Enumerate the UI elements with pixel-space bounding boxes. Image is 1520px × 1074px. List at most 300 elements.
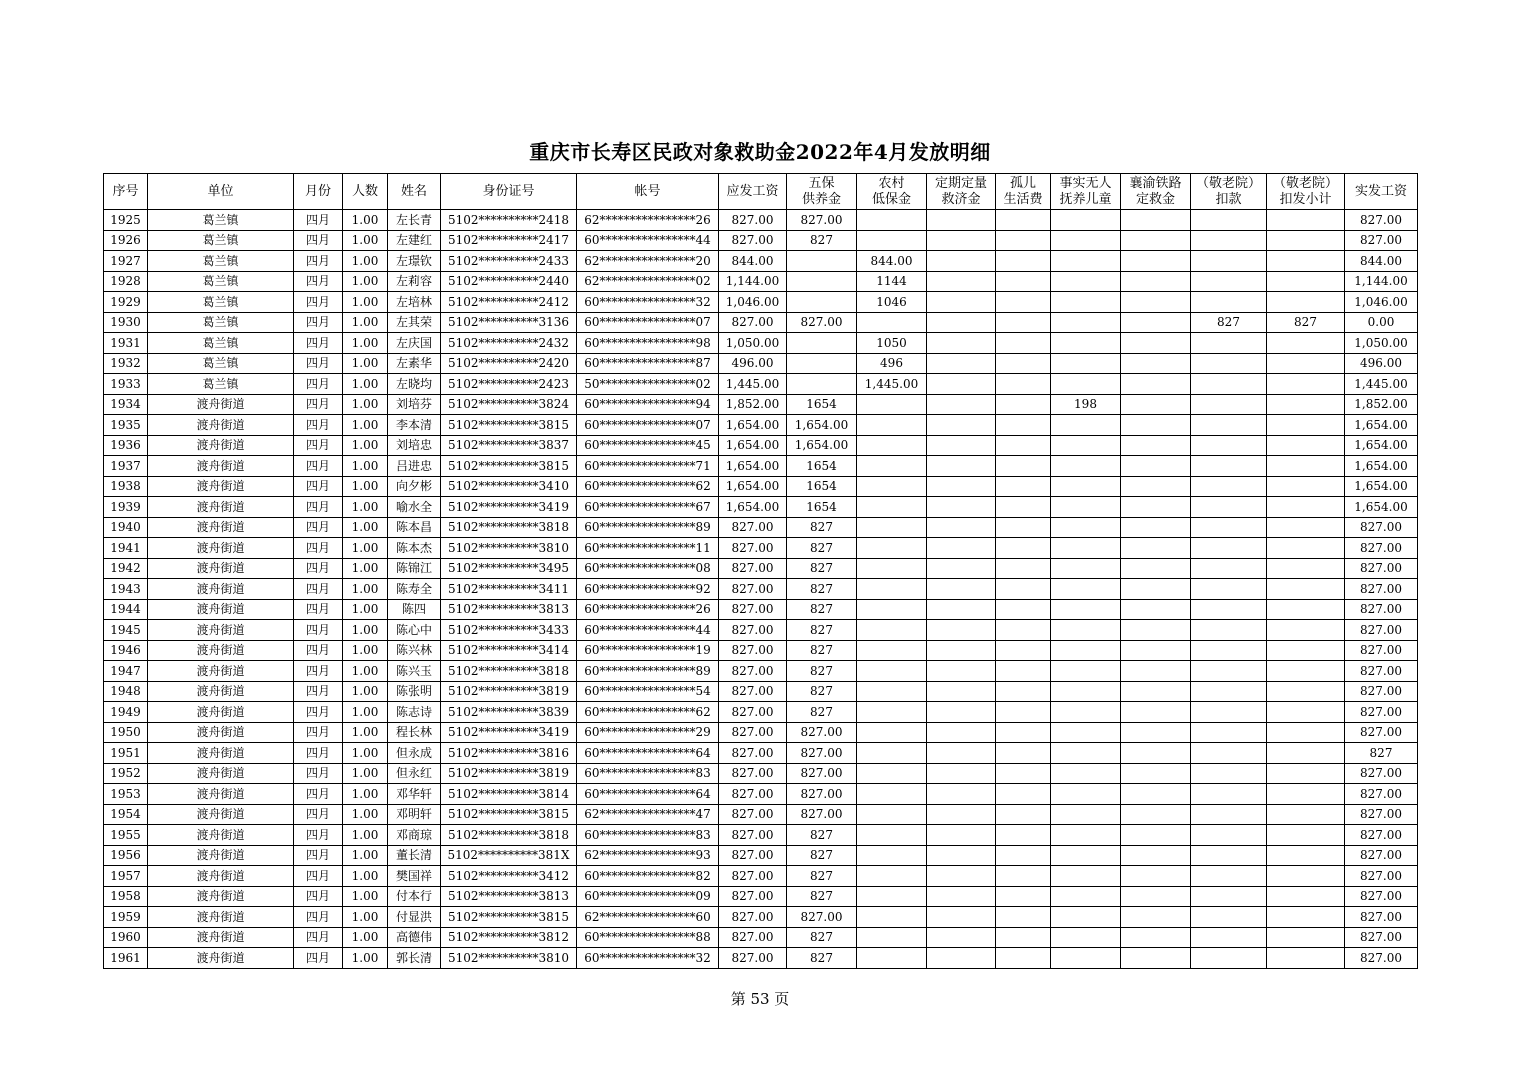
table-cell (927, 743, 996, 764)
table-cell (927, 661, 996, 682)
table-cell: 付显洪 (388, 907, 441, 928)
table-cell: 陈本杰 (388, 538, 441, 559)
table-cell: 1,852.00 (1345, 394, 1418, 415)
table-cell: 1.00 (343, 702, 388, 723)
table-cell (787, 333, 857, 354)
table-cell: 1.00 (343, 292, 388, 313)
table-row (104, 374, 1418, 395)
table-cell: 四月 (294, 230, 343, 251)
table-cell (1267, 907, 1345, 928)
table-cell: 1.00 (343, 640, 388, 661)
table-cell (1191, 558, 1267, 579)
table-cell: 827.00 (787, 763, 857, 784)
table-cell: 1.00 (343, 538, 388, 559)
table-cell (996, 825, 1051, 846)
table-cell: 四月 (294, 784, 343, 805)
table-cell: 827.00 (719, 804, 787, 825)
table-cell: 四月 (294, 292, 343, 313)
table-cell (996, 886, 1051, 907)
table-cell (927, 558, 996, 579)
table-cell: 844.00 (1345, 251, 1418, 272)
table-cell (1121, 866, 1191, 887)
table-row (104, 784, 1418, 805)
table-cell (1267, 825, 1345, 846)
table-cell: 1,654.00 (719, 497, 787, 518)
table-cell: 1654 (787, 456, 857, 477)
table-cell: 827 (787, 927, 857, 948)
table-cell (1267, 763, 1345, 784)
table-cell (1267, 230, 1345, 251)
table-cell (1051, 579, 1121, 600)
table-cell: 1,144.00 (719, 271, 787, 292)
table-cell (1051, 599, 1121, 620)
table-cell: 1932 (104, 353, 148, 374)
table-cell: 827.00 (1345, 558, 1418, 579)
column-header: （敬老院） 扣款 (1191, 174, 1267, 210)
table-cell: 827 (787, 538, 857, 559)
table-cell: 刘培忠 (388, 435, 441, 456)
table-cell (1267, 497, 1345, 518)
table-cell (1121, 599, 1191, 620)
table-cell: 1929 (104, 292, 148, 313)
table-cell: 陈寿全 (388, 579, 441, 600)
table-cell (1191, 722, 1267, 743)
table-cell: 渡舟街道 (148, 640, 294, 661)
table-cell: 198 (1051, 394, 1121, 415)
table-cell: 1934 (104, 394, 148, 415)
table-cell (927, 825, 996, 846)
table-cell (1051, 866, 1121, 887)
table-cell (1191, 456, 1267, 477)
column-header: 实发工资 (1345, 174, 1418, 210)
table-cell: 渡舟街道 (148, 558, 294, 579)
column-header: 事实无人 抚养儿童 (1051, 174, 1121, 210)
table-cell (996, 784, 1051, 805)
table-row (104, 292, 1418, 313)
table-cell (927, 620, 996, 641)
table-cell (996, 804, 1051, 825)
table-cell: 60****************83 (577, 825, 719, 846)
table-cell: 827 (787, 886, 857, 907)
table-row (104, 948, 1418, 969)
table-cell: 5102**********381X (441, 845, 577, 866)
table-cell (1121, 558, 1191, 579)
table-cell (1051, 743, 1121, 764)
table-cell: 渡舟街道 (148, 435, 294, 456)
table-cell: 827 (787, 558, 857, 579)
table-cell: 1.00 (343, 394, 388, 415)
table-cell: 1.00 (343, 825, 388, 846)
table-cell: 1,050.00 (1345, 333, 1418, 354)
table-cell: 1,050.00 (719, 333, 787, 354)
table-cell: 5102**********2440 (441, 271, 577, 292)
table-cell (857, 845, 927, 866)
table-cell (1051, 558, 1121, 579)
table-cell: 渡舟街道 (148, 476, 294, 497)
table-cell (857, 763, 927, 784)
table-cell (1121, 497, 1191, 518)
table-cell: 四月 (294, 927, 343, 948)
table-cell (1267, 558, 1345, 579)
table-cell: 60****************89 (577, 517, 719, 538)
table-row (104, 497, 1418, 518)
table-cell (927, 579, 996, 600)
table-cell: 邓华轩 (388, 784, 441, 805)
table-cell (1121, 415, 1191, 436)
table-cell: 1046 (857, 292, 927, 313)
table-cell (927, 866, 996, 887)
table-cell: 827.00 (719, 722, 787, 743)
table-cell (857, 230, 927, 251)
table-row (104, 661, 1418, 682)
table-cell: 827.00 (719, 866, 787, 887)
table-cell: 827.00 (719, 599, 787, 620)
column-header: 应发工资 (719, 174, 787, 210)
table-cell (996, 374, 1051, 395)
table-cell: 827.00 (1345, 702, 1418, 723)
table-cell: 1.00 (343, 230, 388, 251)
table-cell (1121, 722, 1191, 743)
table-cell: 1945 (104, 620, 148, 641)
table-cell (927, 722, 996, 743)
table-cell: 60****************29 (577, 722, 719, 743)
table-cell: 四月 (294, 620, 343, 641)
table-cell: 付本行 (388, 886, 441, 907)
table-cell: 渡舟街道 (148, 517, 294, 538)
table-cell: 60****************54 (577, 681, 719, 702)
table-cell: 1654 (787, 476, 857, 497)
table-cell: 5102**********3411 (441, 579, 577, 600)
table-cell: 渡舟街道 (148, 722, 294, 743)
table-cell: 60****************07 (577, 415, 719, 436)
table-cell: 李本清 (388, 415, 441, 436)
table-cell (996, 210, 1051, 231)
table-row (104, 353, 1418, 374)
table-cell: 1,046.00 (719, 292, 787, 313)
table-cell (1191, 599, 1267, 620)
table-row (104, 271, 1418, 292)
table-cell: 1953 (104, 784, 148, 805)
table-cell: 1957 (104, 866, 148, 887)
table-cell: 62****************26 (577, 210, 719, 231)
table-cell (927, 251, 996, 272)
table-cell (927, 456, 996, 477)
table-cell: 5102**********2432 (441, 333, 577, 354)
table-cell: 5102**********3818 (441, 517, 577, 538)
table-cell: 陈锦江 (388, 558, 441, 579)
table-cell: 5102**********3839 (441, 702, 577, 723)
table-row (104, 640, 1418, 661)
table-cell: 1,852.00 (719, 394, 787, 415)
table-cell: 四月 (294, 456, 343, 477)
table-cell (1267, 927, 1345, 948)
table-cell: 1925 (104, 210, 148, 231)
table-cell: 1,654.00 (1345, 415, 1418, 436)
table-cell (927, 907, 996, 928)
table-cell (996, 558, 1051, 579)
table-cell: 5102**********3815 (441, 907, 577, 928)
table-cell: 60****************94 (577, 394, 719, 415)
table-cell (996, 927, 1051, 948)
table-cell: 渡舟街道 (148, 538, 294, 559)
table-cell (996, 620, 1051, 641)
table-cell: 1.00 (343, 517, 388, 538)
table-cell: 827.00 (719, 681, 787, 702)
table-cell: 1.00 (343, 866, 388, 887)
table-cell (996, 517, 1051, 538)
table-cell: 60****************45 (577, 435, 719, 456)
table-cell: 1.00 (343, 251, 388, 272)
table-cell: 60****************07 (577, 312, 719, 333)
table-cell: 四月 (294, 353, 343, 374)
table-cell: 渡舟街道 (148, 620, 294, 641)
table-cell: 葛兰镇 (148, 271, 294, 292)
table-cell (996, 353, 1051, 374)
table-cell (996, 456, 1051, 477)
table-cell (996, 312, 1051, 333)
table-cell: 1928 (104, 271, 148, 292)
table-cell (1267, 722, 1345, 743)
table-cell: 1.00 (343, 374, 388, 395)
table-cell (1051, 333, 1121, 354)
table-cell: 60****************88 (577, 927, 719, 948)
table-cell: 60****************09 (577, 886, 719, 907)
table-cell: 827.00 (1345, 784, 1418, 805)
table-cell: 吕进忠 (388, 456, 441, 477)
table-cell: 葛兰镇 (148, 374, 294, 395)
table-cell (857, 394, 927, 415)
table-cell: 四月 (294, 722, 343, 743)
table-cell: 1.00 (343, 681, 388, 702)
table-cell (857, 702, 927, 723)
table-cell: 1144 (857, 271, 927, 292)
table-cell: 827.00 (719, 558, 787, 579)
table-cell (1267, 579, 1345, 600)
table-cell: 1.00 (343, 763, 388, 784)
table-cell (996, 435, 1051, 456)
table-cell: 左其荣 (388, 312, 441, 333)
table-cell: 四月 (294, 497, 343, 518)
table-cell: 0.00 (1345, 312, 1418, 333)
table-cell: 1.00 (343, 312, 388, 333)
table-row (104, 394, 1418, 415)
table-cell (1267, 681, 1345, 702)
table-cell (1121, 763, 1191, 784)
table-cell: 5102**********3818 (441, 661, 577, 682)
table-cell (857, 825, 927, 846)
table-cell (1191, 927, 1267, 948)
table-cell: 5102**********2433 (441, 251, 577, 272)
table-cell: 5102**********3412 (441, 866, 577, 887)
table-cell: 四月 (294, 394, 343, 415)
table-cell: 四月 (294, 661, 343, 682)
table-cell: 1944 (104, 599, 148, 620)
table-row (104, 804, 1418, 825)
table-cell: 827.00 (1345, 927, 1418, 948)
table-cell: 渡舟街道 (148, 415, 294, 436)
table-cell: 827 (787, 681, 857, 702)
table-cell: 1.00 (343, 804, 388, 825)
table-cell: 827.00 (719, 230, 787, 251)
table-cell (857, 743, 927, 764)
table-cell (1051, 763, 1121, 784)
table-cell: 程长林 (388, 722, 441, 743)
table-cell: 60****************44 (577, 620, 719, 641)
table-cell: 496 (857, 353, 927, 374)
table-cell (1051, 374, 1121, 395)
table-cell (996, 538, 1051, 559)
table-cell (996, 599, 1051, 620)
table-cell (927, 374, 996, 395)
table-cell: 827.00 (1345, 640, 1418, 661)
table-cell: 60****************62 (577, 702, 719, 723)
table-cell (1051, 702, 1121, 723)
table-cell (1051, 517, 1121, 538)
table-cell: 1654 (787, 497, 857, 518)
table-cell (1121, 210, 1191, 231)
table-cell: 1938 (104, 476, 148, 497)
table-cell: 827.00 (1345, 866, 1418, 887)
table-cell (1051, 784, 1121, 805)
table-cell (1121, 661, 1191, 682)
table-cell: 1.00 (343, 271, 388, 292)
table-cell: 陈张明 (388, 681, 441, 702)
table-cell (1051, 435, 1121, 456)
table-cell (1121, 333, 1191, 354)
table-cell: 四月 (294, 640, 343, 661)
table-row (104, 702, 1418, 723)
table-cell: 827.00 (787, 312, 857, 333)
table-cell (1191, 763, 1267, 784)
table-cell: 1947 (104, 661, 148, 682)
table-cell (1121, 456, 1191, 477)
table-cell: 60****************62 (577, 476, 719, 497)
table-cell (1267, 456, 1345, 477)
table-cell: 62****************60 (577, 907, 719, 928)
table-cell: 827.00 (1345, 907, 1418, 928)
table-cell: 1.00 (343, 497, 388, 518)
table-cell (996, 497, 1051, 518)
table-cell: 四月 (294, 415, 343, 436)
table-cell: 827.00 (1345, 763, 1418, 784)
table-cell (1267, 374, 1345, 395)
table-cell (996, 230, 1051, 251)
table-cell: 5102**********3818 (441, 825, 577, 846)
table-cell: 827 (787, 517, 857, 538)
table-cell (996, 271, 1051, 292)
table-cell: 渡舟街道 (148, 599, 294, 620)
table-cell (787, 374, 857, 395)
table-cell (857, 558, 927, 579)
table-cell (1051, 825, 1121, 846)
table-cell: 827.00 (787, 784, 857, 805)
table-cell (1121, 579, 1191, 600)
table-cell (1121, 948, 1191, 969)
table-cell (1191, 620, 1267, 641)
table-cell (857, 476, 927, 497)
table-cell (996, 415, 1051, 436)
table-cell (1191, 743, 1267, 764)
column-header: 身份证号 (441, 174, 577, 210)
table-cell: 827 (787, 579, 857, 600)
table-cell: 渡舟街道 (148, 927, 294, 948)
table-cell: 1,654.00 (1345, 435, 1418, 456)
table-cell: 5102**********3816 (441, 743, 577, 764)
table-cell: 1951 (104, 743, 148, 764)
table-cell (996, 866, 1051, 887)
table-cell (1051, 497, 1121, 518)
table-cell: 827 (787, 640, 857, 661)
table-cell: 喻水全 (388, 497, 441, 518)
column-header: 农村 低保金 (857, 174, 927, 210)
table-cell (1121, 271, 1191, 292)
table-cell: 陈志诗 (388, 702, 441, 723)
table-cell: 四月 (294, 907, 343, 928)
table-row (104, 763, 1418, 784)
table-cell (1051, 353, 1121, 374)
table-cell: 渡舟街道 (148, 394, 294, 415)
table-cell: 60****************64 (577, 784, 719, 805)
table-cell: 827.00 (1345, 845, 1418, 866)
table-cell (996, 722, 1051, 743)
table-cell: 1.00 (343, 743, 388, 764)
table-cell: 827.00 (719, 927, 787, 948)
table-cell: 1956 (104, 845, 148, 866)
table-cell: 827 (787, 845, 857, 866)
table-cell: 62****************93 (577, 845, 719, 866)
table-cell: 827.00 (787, 907, 857, 928)
table-cell (1121, 517, 1191, 538)
table-cell: 827.00 (719, 825, 787, 846)
column-header: 人数 (343, 174, 388, 210)
table-cell: 1950 (104, 722, 148, 743)
table-cell (1051, 210, 1121, 231)
table-cell: 1.00 (343, 784, 388, 805)
table-cell (927, 292, 996, 313)
table-cell (1191, 866, 1267, 887)
table-cell: 827 (787, 599, 857, 620)
table-cell: 827.00 (787, 804, 857, 825)
table-cell: 渡舟街道 (148, 763, 294, 784)
table-cell (927, 845, 996, 866)
table-cell: 陈心中 (388, 620, 441, 641)
column-header: 姓名 (388, 174, 441, 210)
table-cell: 1948 (104, 681, 148, 702)
table-cell: 1939 (104, 497, 148, 518)
table-cell (1267, 538, 1345, 559)
table-cell: 渡舟街道 (148, 866, 294, 887)
table-cell (1191, 845, 1267, 866)
table-cell: 60****************19 (577, 640, 719, 661)
table-cell: 827.00 (719, 845, 787, 866)
table-cell (1267, 353, 1345, 374)
table-cell: 向夕彬 (388, 476, 441, 497)
table-cell: 渡舟街道 (148, 497, 294, 518)
table-cell: 渡舟街道 (148, 681, 294, 702)
table-cell: 844.00 (719, 251, 787, 272)
table-row (104, 866, 1418, 887)
table-cell: 827 (787, 661, 857, 682)
table-cell (1267, 784, 1345, 805)
table-cell: 渡舟街道 (148, 702, 294, 723)
table-cell (1267, 415, 1345, 436)
table-cell (1051, 456, 1121, 477)
payment-table (103, 173, 1418, 969)
table-cell (1191, 784, 1267, 805)
table-cell (857, 640, 927, 661)
table-cell (1267, 866, 1345, 887)
table-cell (857, 681, 927, 702)
